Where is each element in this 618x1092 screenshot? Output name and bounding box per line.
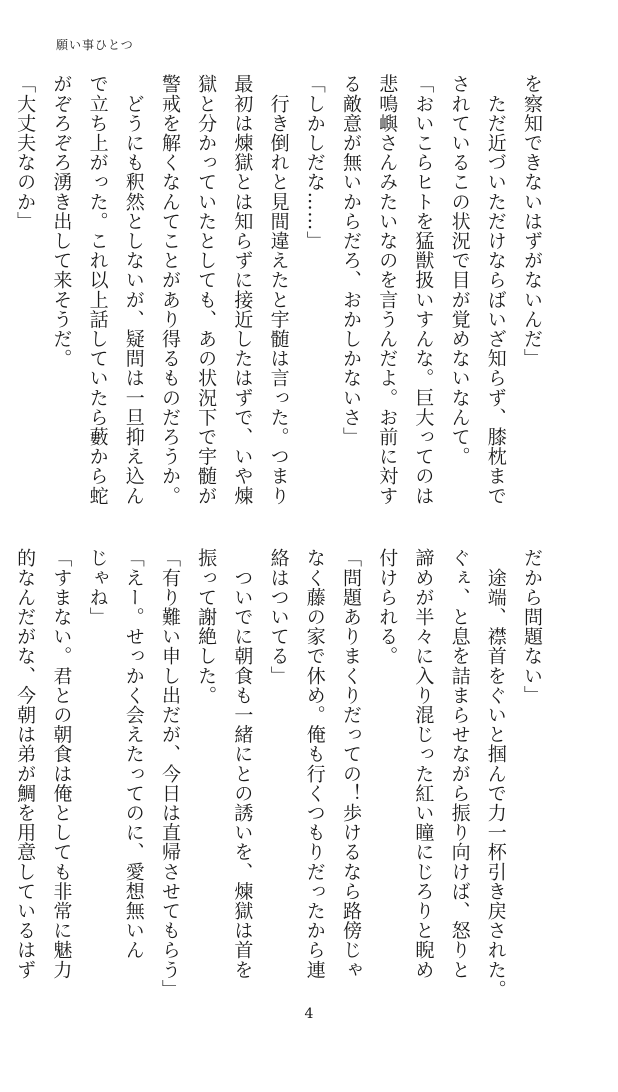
text-line: 警戒を解くなんてことがあり得るものだろうか。 (158, 74, 181, 506)
text-line: 「問題ありまくりだっての！歩けるなら路傍じゃ (339, 548, 362, 980)
text-line: されているこの状況で目が覚めないなんて。 (448, 74, 471, 466)
text-line: 悲鳴嶼さんみたいなのを言うんだよ。お前に対す (376, 74, 399, 506)
text-line: 「大丈夫なのか」 (14, 74, 37, 231)
page-number: 4 (304, 1006, 314, 1022)
text-line: 「しかしだな……」 (303, 74, 326, 251)
text-line: ただ近づいただけならばいざ知らず、膝枕まで (484, 74, 507, 506)
text-line: で立ち上がった。これ以上話していたら藪から蛇 (86, 74, 109, 506)
text-line: ついでに朝食も一緒にとの誘いを、煉獄は首を (231, 548, 254, 980)
text-line: 獄と分かっていたとしても、あの状況下で宇髄が (195, 74, 218, 506)
text-line: 諦めが半々に入り混じった紅い瞳にじろりと睨め (412, 548, 435, 980)
text-line (0, 548, 7, 994)
text-line: を察知できないはずがないんだ」 (521, 74, 543, 368)
text-line: がぞろぞろ湧き出して来そうだ。 (50, 74, 73, 368)
text-line: 最初は煉獄とは知らずに接近したはずで、いや煉 (231, 74, 254, 506)
text-block-top (14, 74, 550, 520)
text-line: 付けられる。 (376, 548, 399, 666)
text-line: 絡はついてる」 (267, 548, 290, 686)
text-line (0, 74, 7, 520)
text-line: る敵意が無いからだろ、おかしかないさ」 (339, 74, 362, 447)
text-line: じゃね」 (86, 548, 109, 627)
text-line: 「えー。せっかく会えたってのに、愛想無いん (122, 548, 145, 960)
text-line: 途端、襟首をぐいと掴んで力一杯引き戻された。 (484, 548, 507, 999)
text-line: 「おいこらヒトを猛獣扱いすんな。巨大ってのは (412, 74, 435, 506)
text-line: 行き倒れと見間違えたと宇髄は言った。つまり (267, 74, 290, 506)
text-line: 「有り難い申し出だが、今日は直帰させてもらう」 (158, 548, 181, 999)
text-line: どうにも釈然としないが、疑問は一旦抑え込ん (122, 74, 145, 506)
text-block-bottom (14, 548, 550, 999)
text-line: だから問題ない」 (521, 548, 543, 705)
text-line: ぐぇ、と息を詰まらせながら振り向けば、怒りと (448, 548, 471, 980)
text-line: 振って謝絶した。 (195, 548, 218, 705)
text-line: 「すまない。君との朝食は俺としても非常に魅力 (50, 548, 73, 980)
text-line: なく藤の家で休め。俺も行くつもりだったから連 (303, 548, 326, 980)
running-title: 願い事ひとつ (56, 38, 134, 52)
text-line: 的なんだがな、今朝は弟が鯛を用意しているはず (14, 548, 37, 980)
